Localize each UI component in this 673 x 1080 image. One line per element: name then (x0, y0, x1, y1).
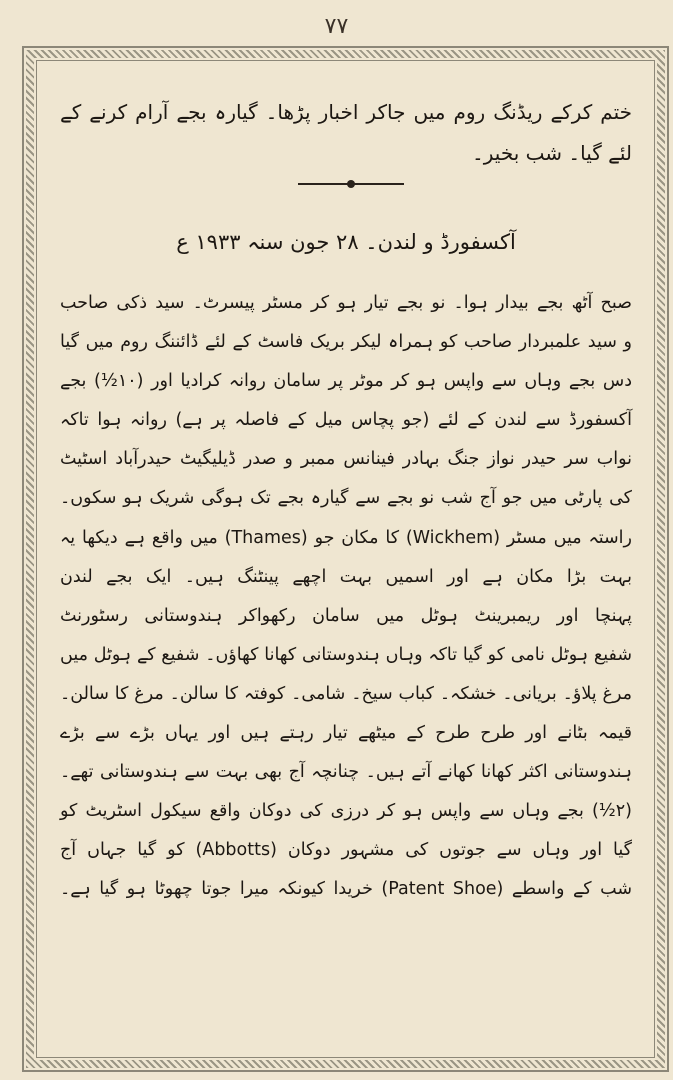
intro-line: ختم کرکے ریڈنگ روم میں جاکر اخبار پڑھا۔ گیارہ بجے آرام کرنے کے (60, 100, 632, 124)
body-line: آکسفورڈ سے لندن کے لئے (جو پچاس میل کے فاصلہ پر ہے) روانہ ہوا تاکہ (60, 410, 632, 431)
body-line: بہت بڑا مکان ہے اور اسمیں بہت اچھے پینٹنگ ہیں۔ ایک بجے لندن (60, 566, 632, 587)
body-line: مرغ پلاؤ۔ بریانی۔ خشکہ۔ کباب سیخ۔ شامی۔ کوفتہ کا سالن۔ مرغ کا سالن۔ (60, 683, 632, 704)
body-line: و سید علمبردار صاحب کو ہمراہ لیکر بریک فاسٹ کے لئے ڈائننگ روم میں گیا (60, 332, 632, 353)
body-line: راستہ میں مسٹر (Wickhem) کا مکان جو (Thames) میں واقع ہے دیکھا یہ (60, 527, 632, 548)
body-line: کی پارٹی میں جو آج شب نو بجے سے گیارہ بجے تک ہوگی شریک ہو سکوں۔ (60, 488, 632, 509)
entry-body (60, 284, 632, 910)
intro-line: لئے گیا۔ شب بخیر۔ (472, 141, 632, 165)
body-line: ہندوستانی اکثر کھانا کھانے آتے ہیں۔ چنانچہ آج بھی بہت سے ہندوستانی تھے۔ (60, 762, 632, 783)
body-line: نواب سر حیدر نواز جنگ بہادر فینانس ممبر و صدر ڈیلیگیٹ حیدرآباد اسٹیٹ (60, 449, 632, 470)
intro-paragraph (60, 92, 632, 174)
body-line: پہنچا اور ریمبرینٹ ہوٹل میں سامان رکھواکر ہندوستانی رسٹورنٹ (60, 605, 632, 626)
body-line: دس بجے وہاں سے واپس ہو کر موٹر پر سامان روانہ کرادیا اور (۱۰½) بجے (60, 371, 632, 392)
page-number: ۷۷ (324, 14, 349, 39)
body-line: شفیع ہوٹل نامی کو گیا تاکہ وہاں ہندوستانی کھانا کھاؤں۔ شفیع کے ہوٹل میں (60, 644, 632, 665)
body-line: صبح آٹھ بجے بیدار ہوا۔ نو بجے تیار ہو کر مسٹر پیسرٹ۔ سید ذکی صاحب (60, 293, 632, 313)
body-line: گیا اور وہاں سے جوتوں کی مشہور دوکان (Abbotts) کو گیا جہاں آج (60, 840, 633, 861)
section-divider-dot (347, 180, 355, 188)
entry-heading: آکسفورڈ و لندن۔ ۲۸ جون سنہ ۱۹۳۳ ع (176, 230, 516, 254)
body-line: قیمہ بٹانے اور طرح طرح کے میٹھے تیار رہتے ہیں اور یہاں بڑے سے بڑے (60, 723, 632, 744)
body-line: (۲½) بجے وہاں سے واپس ہو کر درزی کی دوکان واقع سیکول اسٹریٹ کو (60, 801, 632, 822)
body-line: شب کے واسطے (Patent Shoe) خریدا کیونکہ میرا جوتا چھوٹا ہو گیا ہے۔ (60, 879, 632, 900)
